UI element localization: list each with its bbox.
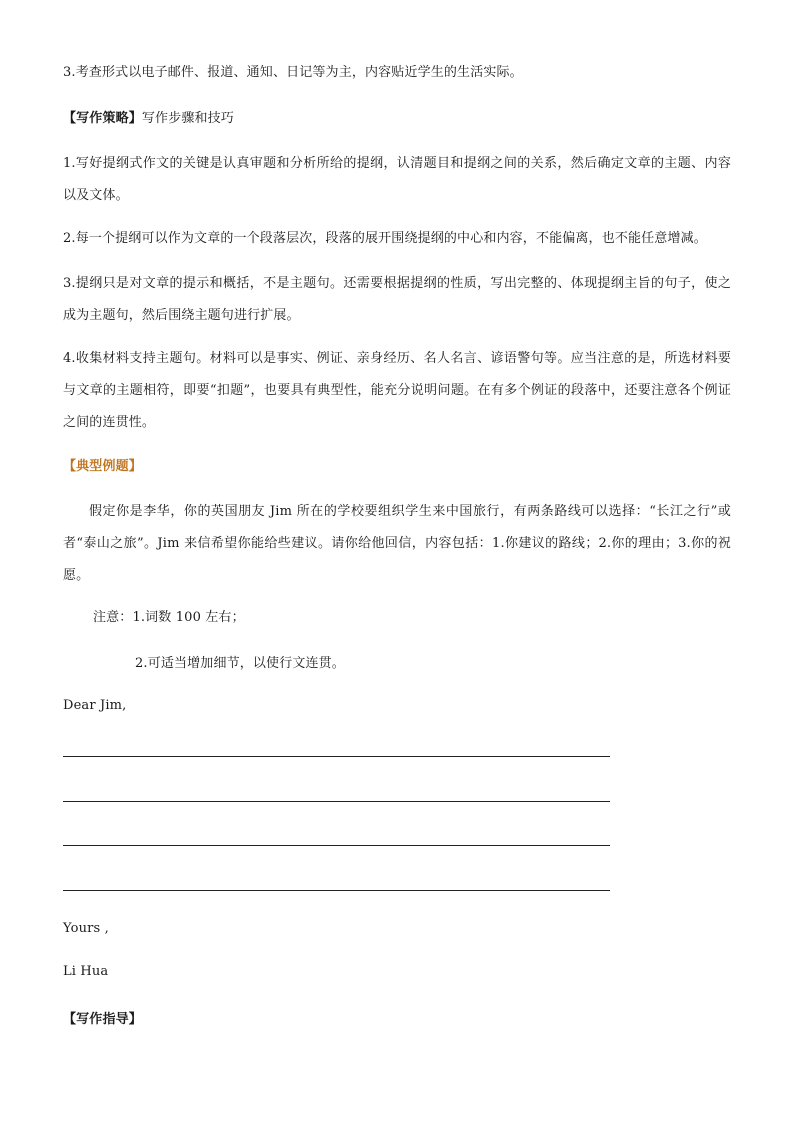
note-2: 2.可适当增加细节，以使行文连贯。 bbox=[135, 656, 345, 671]
strategy-point-4: 4.收集材料支持主题句。材料可以是事实、例证、亲身经历、名人名言、谚语警句等。应当注意的是，所选材料要与文章的主题相符，即要“扣题”，也要具有典型性，能充分说明问题。在有多个例证的段落中，还要注意各个例证之间的连贯性。 bbox=[63, 351, 731, 430]
writing-line bbox=[63, 756, 610, 757]
example-prompt: 假定你是李华，你的英国朋友 Jim 所在的学校要组织学生来中国旅行，有两条路线可以选择：“长江之行”或者“泰山之旅”。Jim 来信希望你能给些建议。请你给他回信，内容包括：1.你建议的路线；2.你的理由；3.你的祝愿。 bbox=[63, 504, 731, 583]
writing-line bbox=[63, 890, 610, 891]
guide-heading: 【写作指导】 bbox=[63, 1012, 142, 1027]
strategy-heading-text: 写作步骤和技巧 bbox=[141, 111, 234, 126]
strategy-point-1: 1.写好提纲式作文的关键是认真审题和分析所给的提纲，认清题目和提纲之间的关系，然后确定文章的主题、内容以及文体。 bbox=[63, 156, 731, 203]
letter-salutation: Dear Jim, bbox=[63, 698, 127, 713]
strategy-point-3: 3.提纲只是对文章的提示和概括，不是主题句。还需要根据提纲的性质，写出完整的、体现提纲主旨的句子，使之成为主题句，然后围绕主题句进行扩展。 bbox=[63, 276, 731, 323]
strategy-point-2: 2.每一个提纲可以作为文章的一个段落层次，段落的展开围绕提纲的中心和内容，不能偏离，也不能任意增减。 bbox=[63, 231, 707, 246]
letter-signature: Li Hua bbox=[63, 964, 109, 979]
strategy-heading bbox=[63, 110, 234, 128]
writing-line bbox=[63, 845, 610, 846]
writing-line bbox=[63, 801, 610, 802]
strategy-heading-bracket: 【写作策略】 bbox=[63, 111, 142, 126]
note-1: 注意：1.词数 100 左右； bbox=[93, 610, 245, 625]
letter-closing: Yours , bbox=[63, 921, 109, 936]
example-heading: 【典型例题】 bbox=[63, 459, 142, 474]
item-3-format: 3.考查形式以电子邮件、报道、通知、日记等为主，内容贴近学生的生活实际。 bbox=[63, 65, 523, 80]
